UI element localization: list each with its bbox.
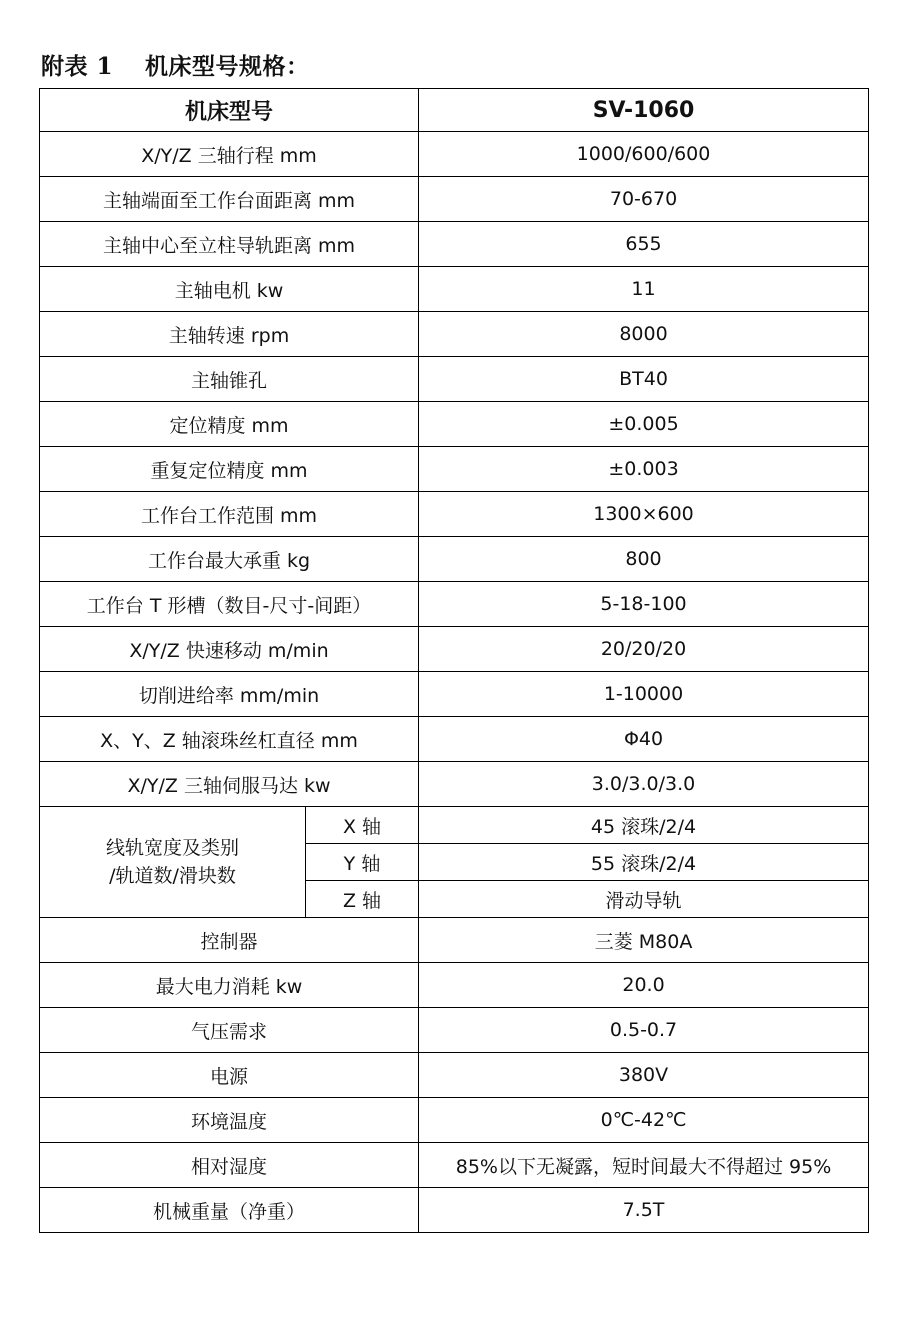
spec-label: 控制器 (40, 918, 419, 963)
spec-label: 相对湿度 (40, 1143, 419, 1188)
table-row (40, 312, 869, 357)
spec-label: 工作台 T 形槽（数目-尺寸-间距） (40, 582, 419, 627)
spec-value: 0℃-42℃ (419, 1098, 869, 1143)
table-row (40, 963, 869, 1008)
spec-table (39, 88, 869, 1233)
spec-value: 三菱 M80A (419, 918, 869, 963)
page-title: 附表 1 机床型号规格： (41, 53, 310, 80)
rail-axis-label: Y 轴 (306, 844, 419, 881)
table-row (40, 177, 869, 222)
rail-row-x (40, 807, 869, 844)
table-row (40, 582, 869, 627)
table-row (40, 222, 869, 267)
spec-label: 机械重量（净重） (40, 1188, 419, 1233)
rail-axis-label: X 轴 (306, 807, 419, 844)
spec-value: 800 (419, 537, 869, 582)
spec-label: X/Y/Z 三轴伺服马达 kw (40, 762, 419, 807)
spec-value: 85%以下无凝露，短时间最大不得超过 95% (419, 1143, 869, 1188)
spec-value: BT40 (419, 357, 869, 402)
spec-label: 主轴端面至工作台面距离 mm (40, 177, 419, 222)
spec-value: 20.0 (419, 963, 869, 1008)
spec-label: 主轴中心至立柱导轨距离 mm (40, 222, 419, 267)
spec-value: 1-10000 (419, 672, 869, 717)
spec-value: 3.0/3.0/3.0 (419, 762, 869, 807)
spec-label: 最大电力消耗 kw (40, 963, 419, 1008)
spec-label: 气压需求 (40, 1008, 419, 1053)
table-row (40, 627, 869, 672)
table-row (40, 132, 869, 177)
table-row (40, 537, 869, 582)
spec-value: ±0.005 (419, 402, 869, 447)
rail-axis-value: 滑动导轨 (419, 881, 869, 918)
spec-label: X、Y、Z 轴滚珠丝杠直径 mm (40, 717, 419, 762)
spec-label: 重复定位精度 mm (40, 447, 419, 492)
spec-label: 切削进给率 mm/min (40, 672, 419, 717)
table-row (40, 1143, 869, 1188)
spec-value: 655 (419, 222, 869, 267)
table-row (40, 357, 869, 402)
table-row (40, 1008, 869, 1053)
table-row (40, 492, 869, 537)
spec-label: 定位精度 mm (40, 402, 419, 447)
table-header-row (40, 89, 869, 132)
header-model-label: 机床型号 (40, 89, 419, 132)
table-row (40, 402, 869, 447)
table-row (40, 762, 869, 807)
table-row (40, 918, 869, 963)
spec-value: Φ40 (419, 717, 869, 762)
spec-label: 工作台最大承重 kg (40, 537, 419, 582)
spec-value: 11 (419, 267, 869, 312)
rail-label-line1: 线轨宽度及类别 (105, 837, 239, 859)
rail-axis-label: Z 轴 (306, 881, 419, 918)
spec-label: 工作台工作范围 mm (40, 492, 419, 537)
rail-group-label (40, 807, 306, 918)
spec-label: 主轴转速 rpm (40, 312, 419, 357)
spec-label: 电源 (40, 1053, 419, 1098)
table-row (40, 447, 869, 492)
rail-label-line2: /轨道数/滑块数 (109, 865, 236, 887)
spec-value: 380V (419, 1053, 869, 1098)
spec-value: 70-670 (419, 177, 869, 222)
spec-value: 5-18-100 (419, 582, 869, 627)
header-model-value: SV-1060 (419, 89, 869, 132)
table-row (40, 672, 869, 717)
spec-value: 0.5-0.7 (419, 1008, 869, 1053)
spec-label: X/Y/Z 三轴行程 mm (40, 132, 419, 177)
table-row (40, 1188, 869, 1233)
table-row (40, 267, 869, 312)
spec-value: 8000 (419, 312, 869, 357)
rail-axis-value: 45 滚珠/2/4 (419, 807, 869, 844)
spec-value: 1000/600/600 (419, 132, 869, 177)
table-row (40, 1053, 869, 1098)
spec-value: 1300×600 (419, 492, 869, 537)
spec-value: ±0.003 (419, 447, 869, 492)
spec-label: 环境温度 (40, 1098, 419, 1143)
table-row (40, 717, 869, 762)
spec-label: 主轴电机 kw (40, 267, 419, 312)
spec-value: 7.5T (419, 1188, 869, 1233)
table-row (40, 1098, 869, 1143)
rail-axis-value: 55 滚珠/2/4 (419, 844, 869, 881)
spec-value: 20/20/20 (419, 627, 869, 672)
spec-label: 主轴锥孔 (40, 357, 419, 402)
spec-label: X/Y/Z 快速移动 m/min (40, 627, 419, 672)
